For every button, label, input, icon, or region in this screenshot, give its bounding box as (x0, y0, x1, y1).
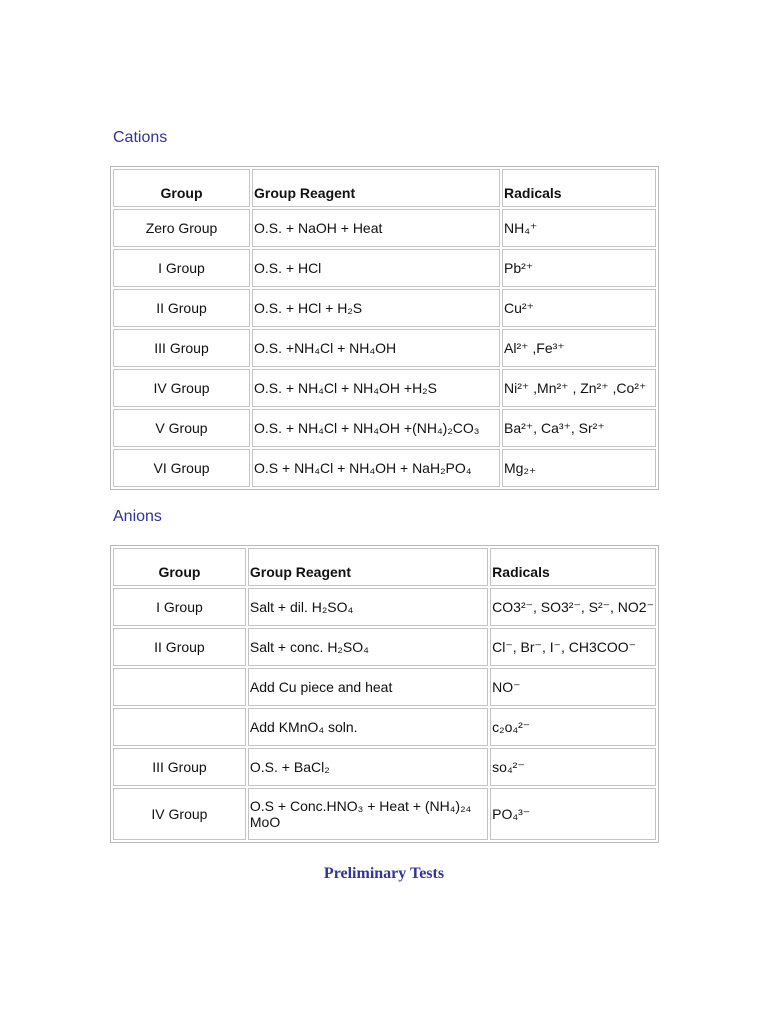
group-cell: V Group (113, 409, 250, 447)
group-cell (113, 708, 246, 746)
group-cell: IV Group (113, 369, 250, 407)
group-cell: I Group (113, 249, 250, 287)
group-cell: III Group (113, 329, 250, 367)
reagent-cell: Salt + conc. H₂SO₄ (248, 628, 488, 666)
reagent-cell: O.S. + NH₄Cl + NH₄OH +H₂S (252, 369, 500, 407)
radicals-cell: PO₄³⁻ (490, 788, 656, 840)
reagent-cell: Salt + dil. H₂SO₄ (248, 588, 488, 626)
group-cell: II Group (113, 289, 250, 327)
reagent-cell: O.S. + BaCl₂ (248, 748, 488, 786)
preliminary-tests-title: Preliminary Tests (323, 865, 445, 882)
reagent-cell (248, 788, 488, 840)
radicals-cell: NO⁻ (490, 668, 656, 706)
table-row (113, 409, 656, 447)
table-row (113, 289, 656, 327)
reagent-cell: O.S. +NH₄Cl + NH₄OH (252, 329, 500, 367)
header-group-reagent: Group Reagent (252, 169, 500, 207)
table-row (113, 449, 656, 487)
radicals-cell: Cu²⁺ (502, 289, 656, 327)
reagent-cell: O.S + NH₄Cl + NH₄OH + NaH₂PO₄ (252, 449, 500, 487)
radicals-cell: Pb²⁺ (502, 249, 656, 287)
table-row (113, 788, 656, 840)
table-row (113, 209, 656, 247)
reagent-cell: O.S. + NH₄Cl + NH₄OH +(NH₄)₂CO₃ (252, 409, 500, 447)
cations-heading: Cations (113, 129, 168, 146)
table-row (113, 369, 656, 407)
anions-table (110, 545, 659, 843)
table-row (113, 708, 656, 746)
radicals-cell: Ni²⁺ ,Mn²⁺ , Zn²⁺ ,Co²⁺ (502, 369, 656, 407)
radicals-cell: NH₄⁺ (502, 209, 656, 247)
radicals-cell: Cl⁻, Br⁻, I⁻, CH3COO⁻ (490, 628, 656, 666)
reagent-cell: Add KMnO₄ soln. (248, 708, 488, 746)
reagent-cell: O.S. + HCl + H₂S (252, 289, 500, 327)
radicals-cell: CO3²⁻, SO3²⁻, S²⁻, NO2⁻ (490, 588, 656, 626)
group-cell: IV Group (113, 788, 246, 840)
table-row (113, 628, 656, 666)
header-group: Group (113, 169, 250, 207)
header-radicals: Radicals (502, 169, 656, 207)
group-cell: Zero Group (113, 209, 250, 247)
table-header-row (113, 548, 656, 586)
table-row (113, 588, 656, 626)
table-row (113, 329, 656, 367)
group-cell (113, 668, 246, 706)
radicals-cell: so₄²⁻ (490, 748, 656, 786)
cations-table (110, 166, 659, 490)
table-header-row (113, 169, 656, 207)
group-cell: VI Group (113, 449, 250, 487)
table-row (113, 668, 656, 706)
radicals-cell: Mg₂₊ (502, 449, 656, 487)
reagent-line-1: O.S + Conc.HNO₃ + Heat + (NH₄)₂₄ (249, 798, 472, 814)
reagent-cell: O.S. + HCl (252, 249, 500, 287)
table-row (113, 748, 656, 786)
radicals-cell: Ba²⁺, Ca³⁺, Sr²⁺ (502, 409, 656, 447)
anions-heading: Anions (113, 508, 162, 525)
reagent-cell: Add Cu piece and heat (248, 668, 488, 706)
table-row (113, 249, 656, 287)
group-cell: II Group (113, 628, 246, 666)
radicals-cell: Al²⁺ ,Fe³⁺ (502, 329, 656, 367)
radicals-cell: c₂o₄²⁻ (490, 708, 656, 746)
header-group: Group (113, 548, 246, 586)
group-cell: III Group (113, 748, 246, 786)
reagent-cell: O.S. + NaOH + Heat (252, 209, 500, 247)
reagent-line-2: MoO (249, 814, 281, 830)
header-radicals: Radicals (490, 548, 656, 586)
header-group-reagent: Group Reagent (248, 548, 488, 586)
group-cell: I Group (113, 588, 246, 626)
